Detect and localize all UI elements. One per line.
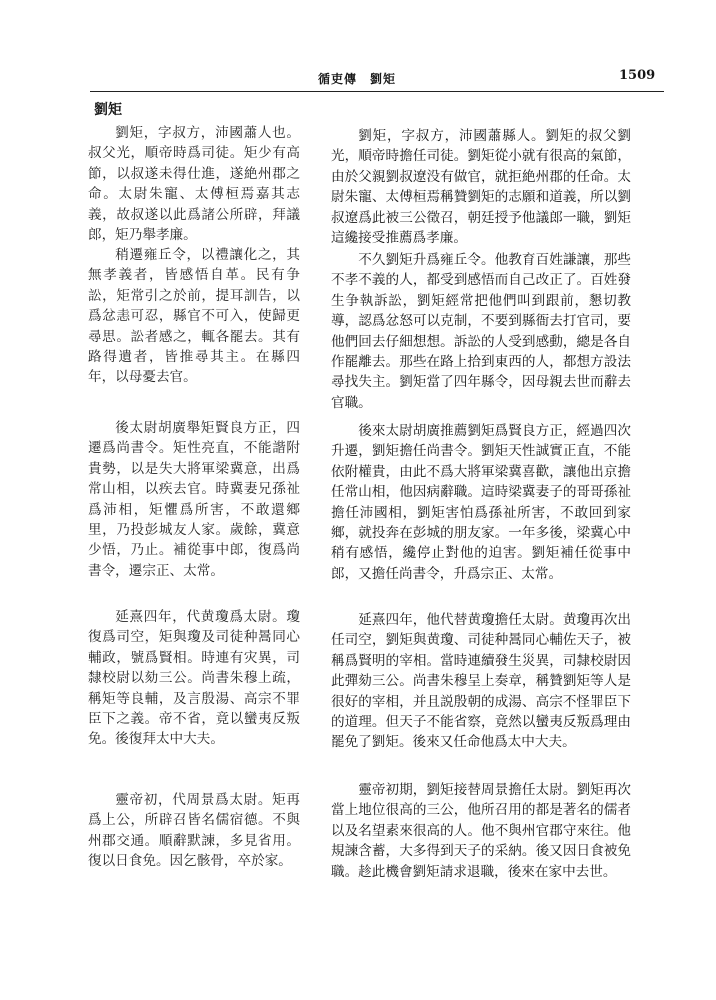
original-paragraph-2: 稍遷雍丘令，以禮讓化之，其無孝義者，皆感悟自革。民有争訟，矩常引之於前，提耳訓告，以爲忿恚可忍，縣官不可入，使歸更尋思。訟者感之，輒各罷去。其有路得遺者，皆推尋其主。在縣四年，以母憂去官。 xyxy=(88,247,300,386)
original-paragraph-4: 延熹四年，代黄瓊爲太尉。瓊復爲司空，矩與瓊及司徒种暠同心輔政，號爲賢相。時連有灾異，司隸校尉以劾三公。尚書朱穆上疏，稱矩等良輔，及言殷湯、高宗不罪臣下之義。帝不省，竟以蠻夷反叛免。後復拜太中大夫。 xyxy=(88,609,300,748)
translation-paragraph-3: 後來太尉胡廣推薦劉矩爲賢良方正，經過四次升遷，劉矩擔任尚書令。劉矩天性誠實正直，不能依附權貴，由此不爲大將軍梁冀喜歡，讓他出京擔任常山相，他因病辭職。這時梁冀妻子的哥哥孫祉擔任沛國相，劉矩害怕爲孫祉所害，不敢回到家鄉，就投奔在彭城的朋友家。一年多後，梁冀心中稍有感悟，纔停止對他的迫害。劉矩補任從事中郎，又擔任尚書令，升爲宗正、太常。 xyxy=(331,423,631,582)
translation-paragraph-2: 不久劉矩升爲雍丘令。他教育百姓謙讓，那些不孝不義的人，都受到感悟而自己改正了。百姓發生争執訴訟，劉矩經常把他們叫到跟前，懇切教導，認爲忿怒可以克制，不要到縣衙去打官司，要他們回去仔細想想。訴訟的人受到感動，總是各自作罷離去。那些在路上拾到東西的人，都想方設法尋找失主。劉矩當了四年縣令，因母親去世而辭去官職。 xyxy=(331,252,631,411)
translation-paragraph-5: 靈帝初期，劉矩接替周景擔任太尉。劉矩再次當上地位很高的三公，他所召用的都是著名的儒者以及名望素來很高的人。他不與州官郡守來往。他規諫含蓄，大多得到天子的采納。後又因日食被免職。趁此機會劉矩請求退職，後來在家中去世。 xyxy=(331,782,631,880)
original-paragraph-5: 靈帝初，代周景爲太尉。矩再爲上公，所辟召皆名儒宿德。不與州郡交通。順辭默諫，多見省用。復以日食免。因乞骸骨，卒於家。 xyxy=(88,792,300,870)
header-rule xyxy=(90,91,664,92)
page-number: 1509 xyxy=(619,68,656,83)
section-heading: 劉矩 xyxy=(94,102,122,118)
running-header-title: 循吏傳 劉矩 xyxy=(318,72,397,86)
original-paragraph-3: 後太尉胡廣舉矩賢良方正，四遷爲尚書令。矩性亮直，不能諧附貴勢，以是失大將軍梁冀意，出爲常山相，以疾去官。時冀妻兄孫祉爲沛相，矩懼爲所害，不敢還鄉里，乃投彭城友人家。歲餘，冀意少悟，乃止。補從事中郎，復爲尚書令，遷宗正、太常。 xyxy=(88,420,300,579)
original-paragraph-1: 劉矩，字叔方，沛國蕭人也。叔父光，順帝時爲司徒。矩少有高節，以叔遂未得仕進，遂絶州郡之命。太尉朱寵、太傅桓焉嘉其志義，故叔遂以此爲諸公所辟，拜議郎，矩乃舉孝廉。 xyxy=(88,125,300,244)
translation-paragraph-1: 劉矩，字叔方，沛國蕭縣人。劉矩的叔父劉光，順帝時擔任司徒。劉矩從小就有很高的氣節，由於父親劉叔遼没有做官，就拒絶州郡的任命。太尉朱寵、太傅桓焉稱贊劉矩的志願和道義，所以劉叔遼爲此被三公徵召，朝廷授予他議郎一職，劉矩這纔接受推薦爲孝廉。 xyxy=(331,128,631,247)
translation-paragraph-4: 延熹四年，他代替黄瓊擔任太尉。黄瓊再次出任司空，劉矩與黄瓊、司徒种暠同心輔佐天子，被稱爲賢明的宰相。當時連續發生災異，司隸校尉因此彈劾三公。尚書朱穆呈上奏章，稱贊劉矩等人是很好的宰相，并且説殷朝的成湯、高宗不怪罪臣下的道理。但天子不能省察，竟然以蠻夷反叛爲理由罷免了劉矩。後來又任命他爲太中大夫。 xyxy=(331,612,631,751)
